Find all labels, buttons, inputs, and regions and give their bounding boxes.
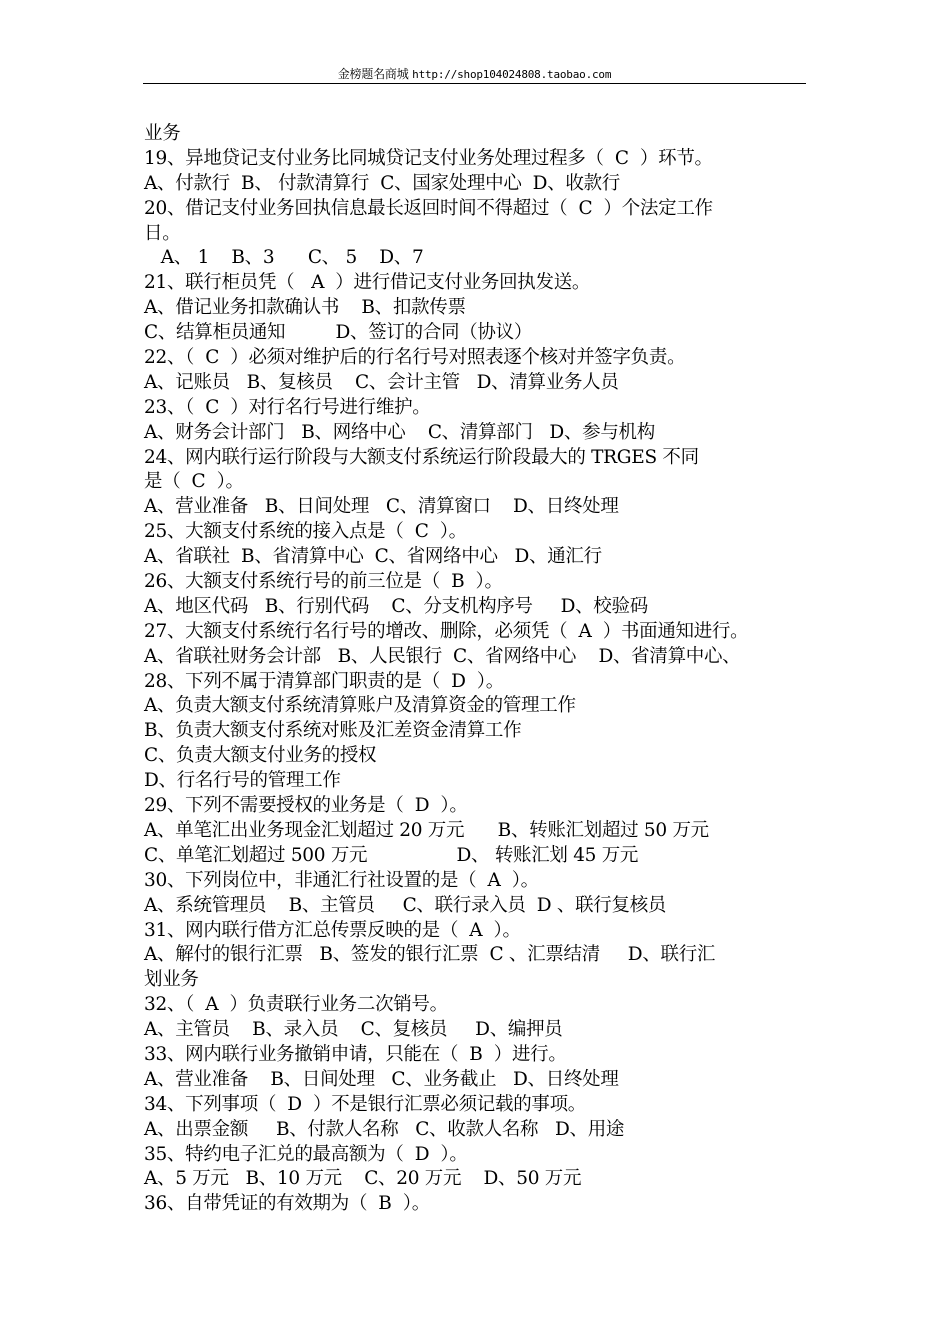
text-line: 32、（ A ）负责联行业务二次销号。 <box>144 994 448 1016</box>
page-header <box>143 66 806 84</box>
text-line: A、记账员 B、复核员 C、会计主管 D、清算业务人员 <box>144 371 619 393</box>
document-body <box>144 122 812 1217</box>
text-line: 25、大额支付系统的接入点是（ C ）。 <box>144 521 467 543</box>
text-line: A、解付的银行汇票 B、签发的银行汇票 C 、汇票结清 D、联行汇 <box>144 944 716 966</box>
header-shop-name: 金榜题名商城 <box>337 67 409 81</box>
text-line: C、负责大额支付业务的授权 <box>144 745 377 767</box>
text-line: A、营业准备 B、日间处理 C、清算窗口 D、日终处理 <box>144 496 619 518</box>
text-line: A、系统管理员 B、主管员 C、联行录入员 D 、联行复核员 <box>144 894 667 916</box>
text-line: 20、借记支付业务回执信息最长返回时间不得超过（ C ）个法定工作 <box>144 197 713 219</box>
text-line: 24、网内联行运行阶段与大额支付系统运行阶段最大的 TRGES 不同 <box>144 446 699 468</box>
text-line: 23、（ C ）对行名行号进行维护。 <box>144 396 431 418</box>
text-line: A、主管员 B、录入员 C、复核员 D、编押员 <box>144 1019 563 1041</box>
text-line: A、 1 B、3 C、 5 D、7 <box>144 247 424 269</box>
text-line: C、单笔汇划超过 500 万元 D、 转账汇划 45 万元 <box>144 844 639 866</box>
text-line: 是（ C ）。 <box>144 471 244 493</box>
text-line: 业务 <box>144 123 181 144</box>
text-line: A、负责大额支付系统清算账户及清算资金的管理工作 <box>144 695 576 717</box>
text-line: 30、下列岗位中，非通汇行社设置的是（ A ）。 <box>144 869 539 891</box>
text-line: A、单笔汇出业务现金汇划超过 20 万元 B、转账汇划超过 50 万元 <box>144 819 709 841</box>
header-url: http://shop104024808.taobao.com <box>412 68 612 81</box>
text-line: 日。 <box>144 222 181 244</box>
text-line: A、省联社 B、省清算中心 C、省网络中心 D、通汇行 <box>144 546 602 568</box>
text-line: 33、网内联行业务撤销申请，只能在（ B ）进行。 <box>144 1043 567 1065</box>
text-line: A、借记业务扣款确认书 B、扣款传票 <box>144 297 466 319</box>
text-line: A、营业准备 B、日间处理 C、业务截止 D、日终处理 <box>144 1068 619 1090</box>
text-line: 36、自带凭证的有效期为（ B ）。 <box>144 1193 430 1215</box>
header-rule <box>143 83 806 84</box>
text-line: 31、网内联行借方汇总传票反映的是（ A ）。 <box>144 919 521 941</box>
text-line: D、行名行号的管理工作 <box>144 770 341 792</box>
text-line: A、5 万元 B、10 万元 C、20 万元 D、50 万元 <box>144 1168 582 1190</box>
text-line: 19、异地贷记支付业务比同城贷记支付业务处理过程多（ C ）环节。 <box>144 147 713 169</box>
text-line: 29、下列不需要授权的业务是（ D ）。 <box>144 795 468 817</box>
text-line: C、结算柜员通知 D、签订的合同（协议） <box>144 322 533 344</box>
text-line: B、负责大额支付系统对账及汇差资金清算工作 <box>144 720 522 742</box>
text-line: A、地区代码 B、行别代码 C、分支机构序号 D、校验码 <box>144 595 648 617</box>
text-line: 34、下列事项（ D ）不是银行汇票必须记载的事项。 <box>144 1093 586 1115</box>
text-line: A、出票金额 B、付款人名称 C、收款人名称 D、用途 <box>144 1118 625 1140</box>
text-line: A、省联社财务会计部 B、人民银行 C、省网络中心 D、省清算中心、 <box>144 645 741 667</box>
text-line: 26、大额支付系统行号的前三位是（ B ）。 <box>144 571 503 593</box>
text-line: 27、大额支付系统行名行号的增改、删除，必须凭（ A ）书面通知进行。 <box>144 620 749 642</box>
text-line: A、财务会计部门 B、网络中心 C、清算部门 D、参与机构 <box>144 421 655 443</box>
text-line: 22、（ C ）必须对维护后的行名行号对照表逐个核对并签字负责。 <box>144 347 686 369</box>
text-line: 划业务 <box>144 969 199 991</box>
text-line: A、付款行 B、 付款清算行 C、国家处理中心 D、收款行 <box>144 172 621 194</box>
text-line: 21、联行柜员凭（ A ）进行借记支付业务回执发送。 <box>144 272 591 294</box>
text-line: 35、特约电子汇兑的最高额为（ D ）。 <box>144 1143 468 1165</box>
text-line: 28、下列不属于清算部门职责的是（ D ）。 <box>144 670 504 692</box>
